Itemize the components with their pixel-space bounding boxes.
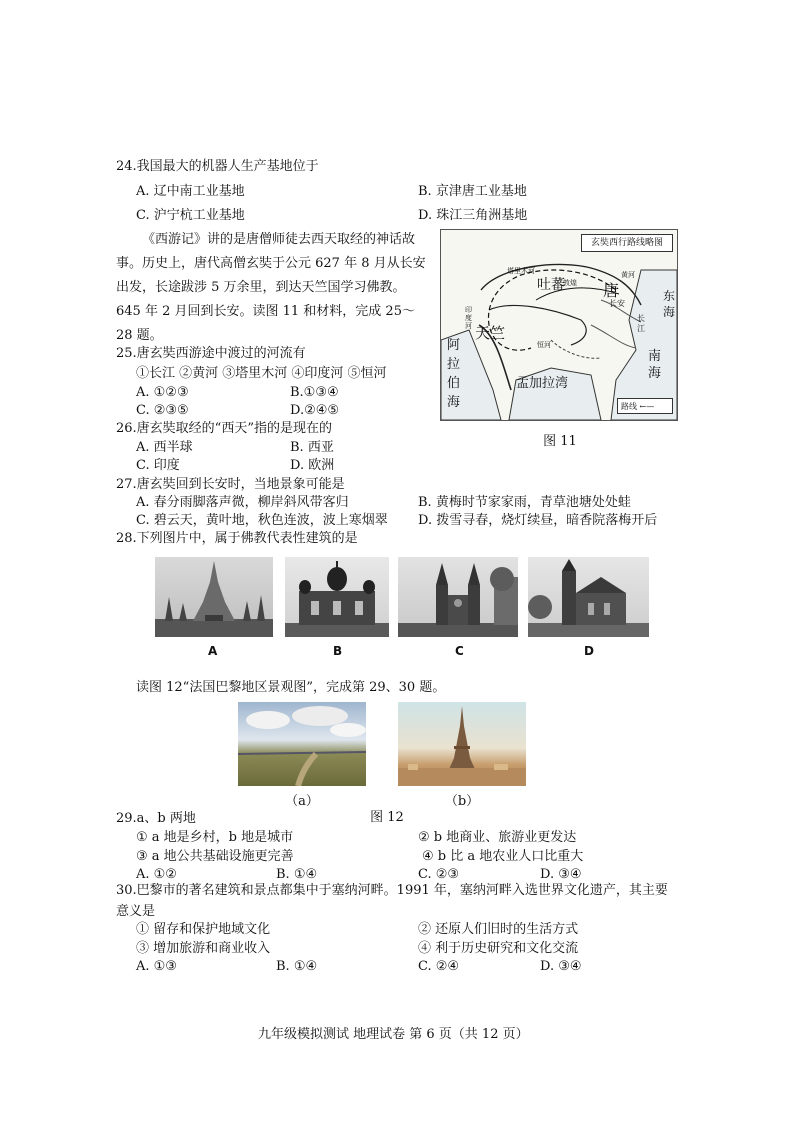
reading-passage: 《西游记》讲的是唐僧师徒去西天取经的神话故事。历史上，唐代高僧玄奘于公元 627 年 8 月从长安出发，长途跋涉 5 万余里，到达天竺国学习佛教。645 年 2 月回到长安。读图 11 和材料，完成 25～28 题。 bbox=[116, 232, 426, 343]
gothic-church-icon bbox=[398, 557, 518, 637]
photo-b-label: （b） bbox=[444, 794, 480, 809]
label-tarim: 塔里木河 bbox=[507, 267, 535, 275]
pagoda-icon bbox=[155, 557, 273, 637]
q27-option-c: C. 碧云天，黄叶地，秋色连波，波上寒烟翠 bbox=[136, 513, 388, 528]
photo-label-b: B bbox=[333, 644, 343, 658]
q26-option-a: A. 西半球 bbox=[136, 440, 193, 455]
q30-option-c: C. ②④ bbox=[418, 959, 460, 974]
q26-option-b: B. 西亚 bbox=[290, 440, 334, 455]
label-south-sea: 南海 bbox=[648, 349, 662, 381]
q30-item-4: ④ 利于历史研究和文化交流 bbox=[418, 941, 579, 956]
church-tower-icon bbox=[528, 557, 649, 637]
q25-items: ①长江 ②黄河 ③塔里木河 ④印度河 ⑤恒河 bbox=[136, 366, 387, 381]
figure-12-instruction: 读图 12“法国巴黎地区景观图”，完成第 29、30 题。 bbox=[136, 680, 446, 695]
label-tianzhu: 天竺 bbox=[475, 324, 506, 342]
photo-label-c: C bbox=[455, 644, 464, 658]
legend-arrow-icon: ←— bbox=[639, 402, 655, 411]
q30-stem: 30.巴黎市的著名建筑和景点都集中于塞纳河畔。1991 年，塞纳河畔入选世界文化遗产，其主要意义是 bbox=[116, 883, 668, 919]
q27-option-b: B. 黄梅时节家家雨，青草池塘处处蛙 bbox=[418, 495, 631, 510]
label-arabian-sea: 阿拉伯海 bbox=[447, 338, 461, 410]
label-ganges: 恒河 bbox=[537, 341, 551, 349]
figure-11-caption: 图 11 bbox=[543, 434, 577, 449]
q28-stem: 28.下列图片中，属于佛教代表性建筑的是 bbox=[116, 531, 358, 546]
q29-option-c: C. ②③ bbox=[418, 867, 460, 882]
label-huanghe: 黄河 bbox=[621, 271, 635, 279]
eiffel-tower-icon bbox=[398, 702, 526, 786]
q29-option-b: B. ①④ bbox=[276, 867, 318, 882]
q29-item-2: ② b 地商业、旅游业更发达 bbox=[418, 830, 577, 845]
map-title: 玄奘西行路线略图 bbox=[581, 234, 673, 252]
onion-dome-church-icon bbox=[285, 557, 389, 637]
q30-item-2: ② 还原人们旧时的生活方式 bbox=[418, 922, 579, 937]
q26-stem: 26.唐玄奘取经的“西天”指的是现在的 bbox=[116, 421, 332, 436]
q25-option-d: D.②④⑤ bbox=[290, 403, 340, 418]
label-changan: 长安 bbox=[609, 299, 625, 308]
q30-option-d: D. ③④ bbox=[540, 959, 582, 974]
countryside-landscape-icon bbox=[238, 702, 366, 786]
label-east-sea: 东海 bbox=[663, 289, 676, 319]
label-tubo: 吐蕃 bbox=[537, 277, 565, 293]
map-figure-11 bbox=[440, 229, 678, 421]
q30-option-b: B. ①④ bbox=[276, 959, 318, 974]
q27-option-a: A. 春分雨脚落声微，柳岸斜风带客归 bbox=[136, 495, 349, 510]
label-indus: 印度河 bbox=[465, 306, 472, 330]
photo-c-gothic-church bbox=[398, 557, 518, 637]
q25-option-a: A. ①②③ bbox=[136, 385, 189, 400]
label-dunhuang: 敦煌 bbox=[563, 279, 577, 287]
q25-option-c: C. ②③⑤ bbox=[136, 403, 189, 418]
map-legend bbox=[617, 398, 673, 414]
q30-item-1: ① 留存和保护地域文化 bbox=[136, 922, 271, 937]
q24-option-d: D. 珠江三角洲基地 bbox=[418, 208, 528, 223]
label-tang: 唐 bbox=[603, 281, 620, 300]
q29-item-1: ① a 地是乡村，b 地是城市 bbox=[136, 830, 294, 845]
q24-stem: 24.我国最大的机器人生产基地位于 bbox=[116, 159, 319, 174]
q29-item-4: ④ b 比 a 地农业人口比重大 bbox=[422, 849, 584, 864]
photo-label-a: A bbox=[208, 644, 218, 658]
q24-option-a: A. 辽中南工业基地 bbox=[136, 184, 245, 199]
photo-a-label: （a） bbox=[285, 794, 319, 809]
photo-a-pagoda bbox=[155, 557, 273, 637]
photo-b-church bbox=[285, 557, 389, 637]
page-footer: 九年级模拟测试 地理试卷 第 6 页（共 12 页） bbox=[258, 1027, 529, 1042]
q30-option-a: A. ①③ bbox=[136, 959, 177, 974]
label-changjiang: 长江 bbox=[637, 314, 645, 333]
label-bay-of-bengal: 孟加拉湾 bbox=[516, 376, 569, 391]
photo-label-d: D bbox=[584, 644, 594, 658]
photo-a-countryside bbox=[238, 702, 366, 786]
q27-stem: 27.唐玄奘回到长安时，当地景象可能是 bbox=[116, 477, 345, 492]
q26-option-d: D. 欧洲 bbox=[290, 458, 335, 473]
q29-option-a: A. ①② bbox=[136, 867, 177, 882]
q29-item-3: ③ a 地公共基础设施更完善 bbox=[136, 849, 294, 864]
photo-b-eiffel-tower bbox=[398, 702, 526, 786]
figure-12-caption: 图 12 bbox=[370, 810, 404, 825]
q30-item-3: ③ 增加旅游和商业收入 bbox=[136, 941, 271, 956]
q27-option-d: D. 拨雪寻春，烧灯续昼，暗香院落梅开后 bbox=[418, 513, 658, 528]
q24-option-b: B. 京津唐工业基地 bbox=[418, 184, 527, 199]
q25-option-b: B.①③④ bbox=[290, 385, 339, 400]
q29-option-d: D. ③④ bbox=[540, 867, 582, 882]
q24-option-c: C. 沪宁杭工业基地 bbox=[136, 208, 245, 223]
photo-d-church bbox=[528, 557, 649, 637]
q29-stem: 29.a、b 两地 bbox=[116, 811, 196, 826]
q26-option-c: C. 印度 bbox=[136, 458, 180, 473]
q25-stem: 25.唐玄奘西游途中渡过的河流有 bbox=[116, 346, 306, 361]
legend-label: 路线 bbox=[621, 402, 637, 411]
